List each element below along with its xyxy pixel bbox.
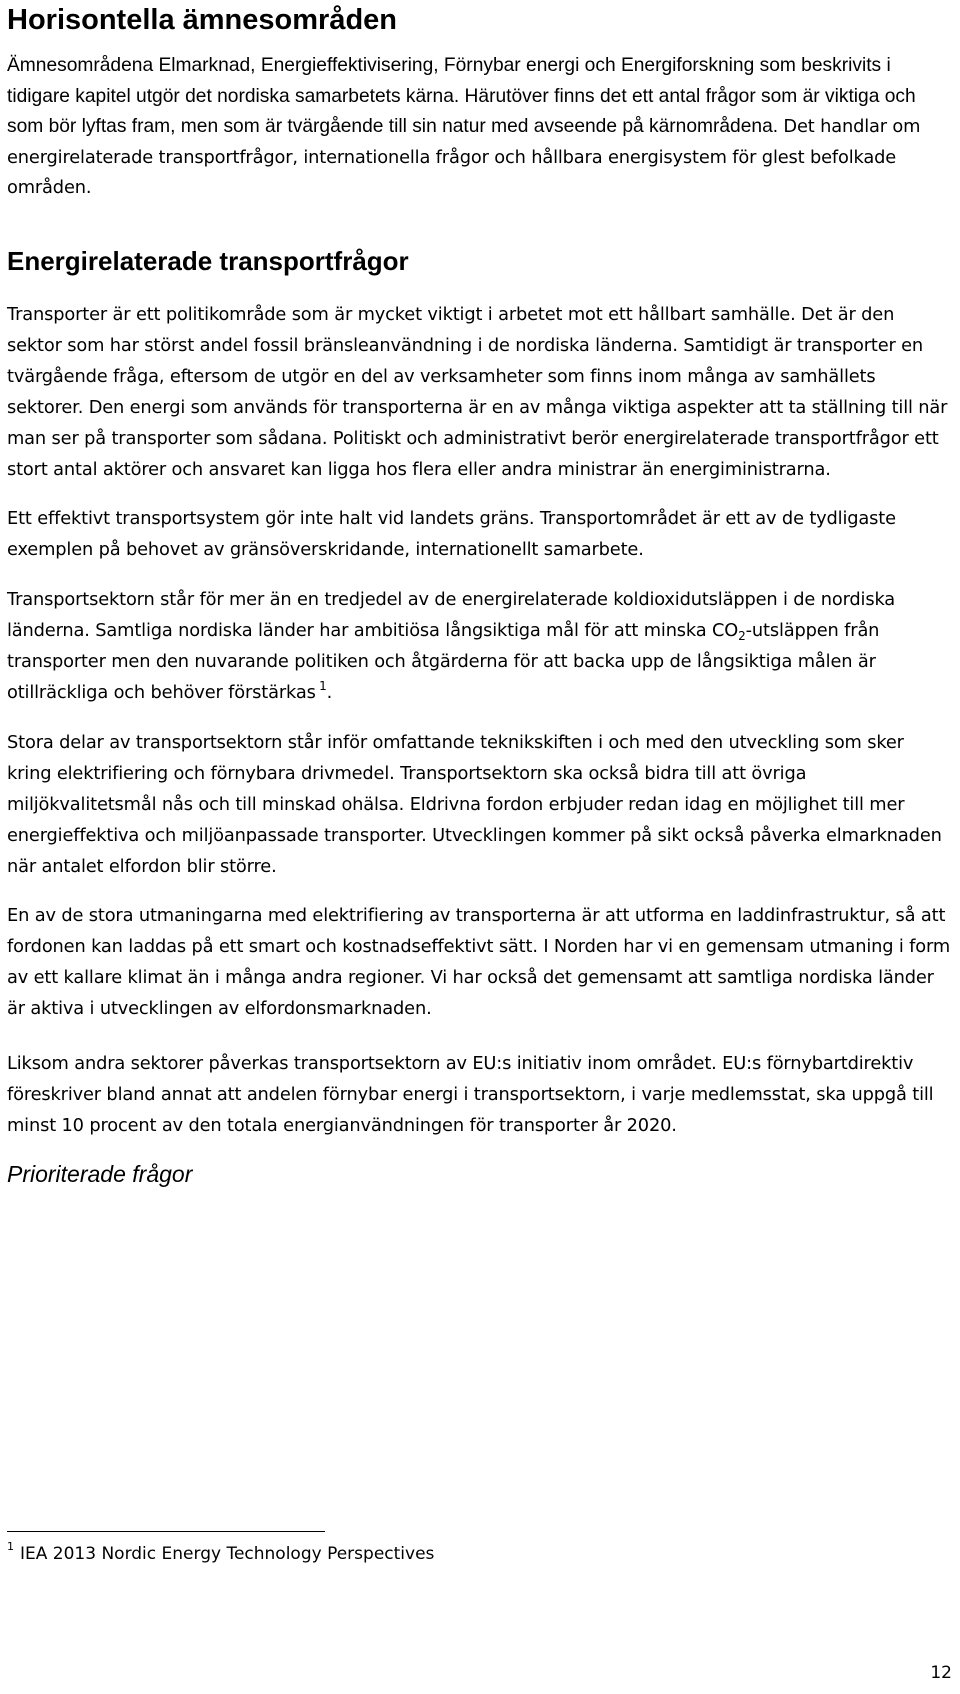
priorities-heading: Prioriterade frågor [7,1160,193,1187]
footnote [7,1541,434,1567]
document-page [7,0,953,1189]
footnote-reference[interactable]: 1 [319,678,327,693]
paragraph-technology-shift: Stora delar av transportsektorn står inför omfattande teknikskiften i och med den utveckling som sker kring elektrifiering och förnybara drivmedel. Transportsektorn ska också bidra till att övriga miljökvalitetsmål nås och till minskad ohälsa. Eldrivna fordon erbjuder redan idag en möjlighet till mer energieffektiva och miljöanpassade transporter. Utvecklingen kommer på sikt också påverka elmarknaden när antalet elfordon blir större. [7,731,942,877]
intro-text-body: Det handlar om energirelaterade transportfrågor, internationella frågor och hållbara energisystem för glest befolkade områden. [7,116,921,199]
intro-paragraph [7,51,953,204]
page-number: 12 [930,1663,952,1683]
paragraph-charging-infrastructure: En av de stora utmaningarna med elektrifiering av transporterna är att utforma en laddinfrastruktur, så att fordonen kan laddas på ett smart och kostnadseffektivt sätt. I Norden har vi en gemensam utmaning i form av ett kallare klimat än i många andra regioner. Vi har också det gemensamt att samtliga nordiska länder är aktiva i utvecklingen av elfordonsmarknaden. [7,904,951,1019]
co2-text-end: . [326,681,333,703]
intro-text-sans: Ämnesområdena Elmarknad, Energieffektivisering, Förnybar energi och Energiforskning som beskrivits i tidigare kapitel utgör det nordiska samarbetets kärna. Härutöver finns det ett antal frågor som är viktiga och som bör lyftas fram, men som är tvärgående till sin natur med avseende på kärnområdena. [7,55,916,138]
paragraph-transport-policy: Transporter är ett politikområde som är mycket viktigt i arbetet mot ett hållbart samhälle. Det är den sektor som har störst andel fossil bränsleanvändning i de nordiska länderna. Samtidigt är transporter en tvärgående fråga, eftersom de utgör en del av verksamheter som finns inom många av samhällets sektorer. Den energi som används för transporterna är en av många viktiga aspekter att ta ställning till när man ser på transporter som sådana. Politiskt och administrativt berör energirelaterade transportfrågor ett stort antal aktörer och ansvaret kan ligga hos flera eller andra ministrar än energiministrarna. [7,303,948,480]
footnote-number: 1 [7,1540,14,1553]
paragraph-eu-initiatives: Liksom andra sektorer påverkas transportsektorn av EU:s initiativ inom området. EU:s förnybartdirektiv föreskriver bland annat att andelen förnybar energi i transportsektorn, i varje medlemsstat, ska uppgå till minst 10 procent av den totala energianvändningen för transporter år 2020. [7,1052,934,1136]
paragraph-co2-emissions [7,584,953,708]
section-title: Horisontella ämnesområden [7,4,397,36]
co2-text-part2: -utsläppen från transporter men den nuvarande politiken och åtgärderna för att backa upp de långsiktiga målen är otillräckliga och behöver förstärkas [7,619,880,703]
co2-subscript: 2 [738,628,746,643]
footnote-separator [7,1531,325,1532]
subsection-title: Energirelaterade transportfrågor [7,245,409,276]
footnote-text: IEA 2013 Nordic Energy Technology Perspectives [20,1544,435,1564]
paragraph-transport-system: Ett effektivt transportsystem gör inte halt vid landets gräns. Transportområdet är ett av de tydligaste exemplen på behovet av gränsöverskridande, internationellt samarbete. [7,507,896,560]
co2-text-part1: Transportsektorn står för mer än en tredjedel av de energirelaterade koldioxidutsläppen i de nordiska länderna. Samtliga nordiska länder har ambitiösa långsiktiga mål för att minska CO [7,588,896,641]
